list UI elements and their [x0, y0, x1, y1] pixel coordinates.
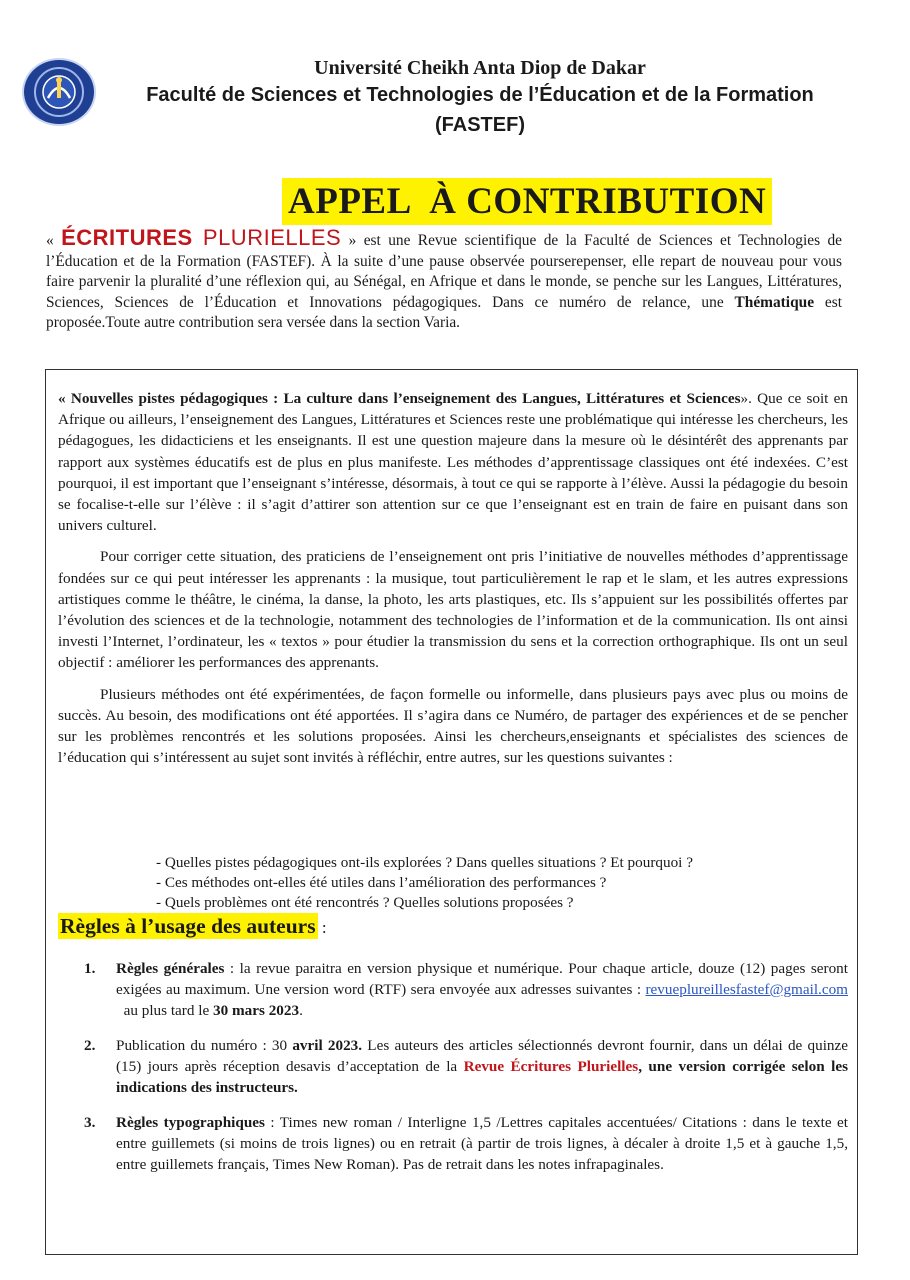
journal-name [61, 225, 341, 250]
rule-label: Règles générales [116, 960, 225, 977]
rule-number: 3. [84, 1114, 96, 1131]
rule-label: Règles typographiques [116, 1114, 265, 1131]
page-title: APPEL À CONTRIBUTION [282, 178, 772, 225]
rule-item-1 [84, 958, 848, 1021]
theme-paragraph-1 [58, 388, 848, 536]
rule-text-2: au plus tard le [116, 1002, 214, 1019]
journal-name-part-1: ÉCRITURES [61, 225, 193, 250]
theme-section [58, 388, 848, 778]
rules-heading [58, 914, 327, 939]
intro-text: est une Revue scientifique de la Faculté de Sciences et Technologies de l’Éducation et de la Formation (FASTEF). À la suite d’une pause observée pourserepenser, elle repart de nouveau pour vous faire parvenir la pluralité d’une réflexion qui, au Sénégal, en Afrique et dans le monde, se penche sur les Langues, Littératures, Sciences, Sciences de l’Éducation et Innovations pédagogiques. Dans ce numéro de relance, une [46, 232, 843, 311]
list-item: - Quels problèmes ont été rencontrés ? Quelles solutions proposées ? [156, 894, 574, 911]
journal-name-red: Revue Écritures Plurielles [463, 1058, 639, 1075]
rule-text-3: , une version corrigée selon les indications des instructeurs. [116, 1058, 848, 1096]
rule-text: Publication du numéro : 30 [116, 1037, 293, 1054]
questions-list [156, 853, 836, 913]
rule-text-2: Les auteurs des articles sélectionnés devront fournir, dans un délai de quinze (15) jours après réception desavis d’acceptation de la [116, 1037, 849, 1075]
rule-text: : la revue paraitra en version physique et numérique. Pour chaque article, douze (12) pages seront exigées au maximum. Une version word (RTF) sera envoyée aux adresses suivantes : [116, 960, 848, 998]
journal-name-part-2: PLURIELLES [192, 225, 342, 250]
close-quote: » [341, 232, 357, 249]
intro-paragraph [46, 225, 843, 334]
faculty-acronym: (FASTEF) [435, 114, 525, 136]
intro-text-end: est proposée.Toute autre contribution sera versée dans la section Varia. [46, 293, 842, 332]
rule-item-3 [84, 1112, 848, 1175]
theme-text: ». Que ce soit en Afrique ou ailleurs, l’enseignement des Langues, Littératures et Sciences reste une problématique qui intéresse les chercheurs, les pédagogues, les didacticiens et les enseignants. Il est une question majeure dans la mesure où le désintérêt des apprenants par rapport aux systèmes éducatifs est de plus en plus manifeste. Les méthodes d’apprentissage classiques ont été indexées. C’est pourquoi, il est important que l’enseignant s’intéresse, désormais, à tout ce qui se rapporte à l’élève. Aussi la pédagogie du besoin se focalise-t-elle sur l’élève : il s’agit d’attirer son attention sur ce que l’enseignant est en train de faire en puisant dans son univers culturel. [58, 390, 848, 535]
rule-text-3: . [299, 1002, 303, 1019]
list-item: - Quelles pistes pédagogiques ont-ils explorées ? Dans quelles situations ? Et pourquoi ? [156, 854, 693, 871]
email-link[interactable]: revueplureillesfastef@gmail.com [645, 981, 848, 998]
rules-heading-colon: : [317, 918, 327, 937]
theme-paragraph-3: Plusieurs méthodes ont été expérimentées, de façon formelle ou informelle, dans plusieurs pays avec plus ou moins de succès. Au besoin, des modifications ont été apportées. Il s’agira dans ce Numéro, de partager des expériences et de se pencher sur les problèmes rencontrés et les solutions proposées. Ainsi les chercheurs,enseignants et spécialistes des sciences de l’éducation qui s’intéressent au sujet sont invités à réfléchir, entre autres, sur les questions suivantes : [58, 685, 848, 767]
publication-date: avril 2023. [292, 1037, 363, 1054]
open-quote: « [46, 232, 62, 249]
theme-paragraph-2: Pour corriger cette situation, des praticiens de l’enseignement ont pris l’initiative de nouvelles méthodes d’apprentissage fondées sur ce qui peut intéresser les apprenants : la musique, tout particulièrement le rap et le slam, et les autres expressions artistiques comme le théâtre, le cinéma, la danse, la photo, les arts plastiques, etc. Ils s’appuient sur les possibilités offertes par l’évolution des sciences et de la technologie, notamment des technologies de l’information et de la communication. Ils ont ainsi investi l’Internet, l’ordinateur, les « textos » pour étudier la transmission du sens et la correction orthographique. Ils ont un seul objectif : améliorer les performances des apprenants. [58, 548, 848, 672]
university-name: Université Cheikh Anta Diop de Dakar [314, 57, 646, 79]
rules-list [84, 958, 848, 1189]
rule-number: 2. [84, 1037, 96, 1054]
rule-number: 1. [84, 960, 96, 977]
rule-item-2 [84, 1035, 848, 1098]
theme-title: « Nouvelles pistes pédagogiques : La culture dans l’enseignement des Langues, Littératures et Sciences [58, 390, 741, 407]
thematique-word: Thématique [734, 293, 815, 311]
rule-text: : Times new roman / Interligne 1,5 /Lettres capitales accentuées/ Citations : dans le texte et entre guillemets (si moins de trois lignes) ou en retrait (à partir de trois lignes, à décaler à droite 1,5 et à gauche 1,5, entre guillemets français, Times New Roman). Pas de retrait dans les notes infrapaginales. [116, 1114, 848, 1173]
rules-heading-text: Règles à l’usage des auteurs [60, 914, 316, 938]
deadline-date: 30 mars 2023 [213, 1002, 300, 1019]
list-item: - Ces méthodes ont-elles été utiles dans l’amélioration des performances ? [156, 874, 607, 891]
faculty-name: Faculté de Sciences et Technologies de l’Éducation et de la Formation [146, 84, 814, 106]
